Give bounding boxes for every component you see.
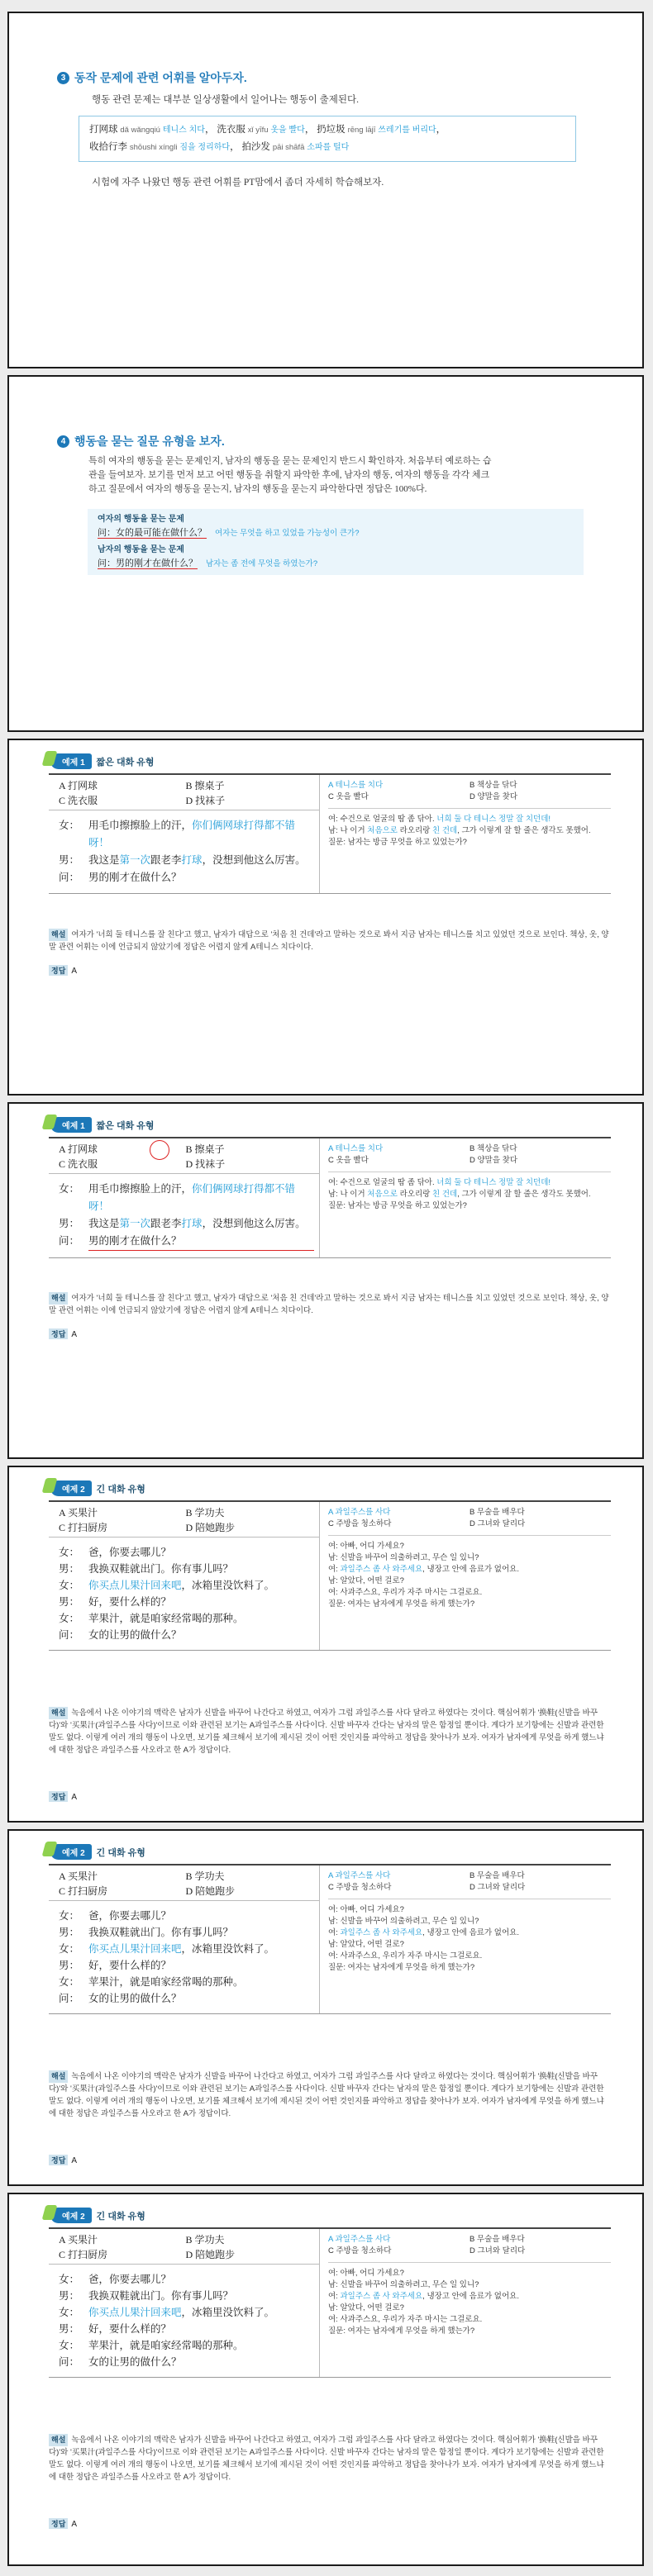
options xyxy=(49,1138,319,1174)
dialog xyxy=(49,810,319,893)
example-header xyxy=(50,753,155,769)
answer: 정답 A xyxy=(49,1328,77,1339)
dialog-line: 男： 我这是第一次跟老李打球，没想到他这么厉害。 xyxy=(59,854,306,866)
dialog-line: 问： 男的刚才在做什么？ xyxy=(59,872,182,883)
example-badge: 예제 2 xyxy=(50,2208,92,2223)
slide-question-types xyxy=(7,375,644,732)
translation-line: 남: 나 이거 처음으로 라오리랑 친 건데, 그가 이렇게 잘 할 줄은 생각도 못했어. xyxy=(328,826,591,835)
q1-hint: 여자는 무엇을 하고 있었을 가능성이 큰가? xyxy=(215,529,360,538)
option-b: B 擦桌子 xyxy=(185,780,225,791)
example-header xyxy=(50,1117,155,1133)
answer: 정답 A xyxy=(49,965,77,976)
dialog-line: 女： 用毛巾擦擦脸上的汗，你们俩网球打得都不错呀！ xyxy=(59,820,296,848)
vocab-zh: 收拾行李 xyxy=(89,142,127,152)
slide-example-2-copy: 예제 2 긴 대화 유형 A 买果汁 B 学功夫 C 打扫厨房 D 陪她跑步 女： 爸，你要去哪儿？ 男： 我换双鞋就出门。你有事儿吗？ 女： 你买点儿果汁回来吧，冰箱里没饮料了。 男： 好，要什么样的？ 女： 苹果汁，就是咱家经常喝的那种。 问： 女的让男的做什么？ A 과일주스를 사다 B 무술을 배우다 C 주방을 청소하다 D 그녀와 달리다 여: 아빠, 어디 가세요? 남: 신발을 바꾸어 의출하려고, 무슨 일 있니? 여: 과일주스 좀 사 와주세요, 냉장고 안에 음료가 없어요. 남: 알았다, 어떤 걸로? 여: 사과주스요, 우리가 자주 마시는 그걸로요. 질문: 여자는 남자에게 무엇을 하게 했는가? 해설 녹음에서 나온 이야기의 맥락은 남자가 신발을 바꾸어 나간다고 하였고, 여자가 그럼 과일주스를 사다 달라고 하였다는 것이다. 핵심어휘가 '换鞋(신발을 바꾸다)'와 '买果汁(과일주스를 사다)'이므로 이와 관련된 보기는 A과일주스를 사다이다. 신발 바꾸자 간다는 남자의 말은 함정일 뿐이다. 계다가 보기항에는 신발과 관련한 말도 없다. 이렇게 여러 개의 행동이 나오면, 보기를 체크해서 보기에 제시된 것이 어떤 것인지를 파악하고 정답을 찾아나가 보자. 여자가 남자에게 무엇을 하게 했느냐에 대한 정답은 과일주스를 사오라고 한 A가 정답이다. 정답 A xyxy=(7,1829,644,2186)
vocab-zh: 打网球 xyxy=(89,125,118,135)
option-c: C 洗衣服 xyxy=(59,1158,98,1170)
translation-line: 질문: 남자는 방금 무엇을 하고 있었는가? xyxy=(328,838,467,847)
options xyxy=(49,775,319,810)
example-body xyxy=(49,773,611,894)
example-badge: 예제 1 xyxy=(50,1117,92,1133)
vocab-kr: 테니스 치다 xyxy=(162,126,205,135)
translation xyxy=(328,814,611,848)
answer: 정답 A xyxy=(49,2155,77,2165)
slide-example-1-annotated xyxy=(7,1102,644,1459)
answer: 정답 A xyxy=(49,1791,77,1802)
example-body: A 买果汁 B 学功夫 C 打扫厨房 D 陪她跑步 女： 爸，你要去哪儿？ 男： 我换双鞋就出门。你有事儿吗？ 女： 你买点儿果汁回来吧，冰箱里没饮料了。 男： 好，要什么样的？ 女： 苹果汁，就是咱家经常喝的那种。 问： 女的让男的做什么？ A 과일주스를 사다 B 무술을 배우다 C 주방을 청소하다 D 그녀와 달리다 여: 아빠, 어디 가세요? 남: 신발을 바꾸어 의출하려고, 무슨 일 있니? 여: 과일주스 좀 사 와주세요, 냉장고 안에 음료가 없어요. 남: 알았다, 어떤 걸로? 여: 사과주스요, 우리가 자주 마시는 그걸로요. 질문: 여자는 남자에게 무엇을 하게 했는가? xyxy=(49,1500,611,1651)
paragraph-line: 하고 질문에서 여자의 행동을 묻는지, 남자의 행동을 묻는지 파악한다면 정답은 100%다. xyxy=(88,484,427,494)
example-left xyxy=(49,775,320,893)
example-title: 긴 대화 유형 xyxy=(96,1484,145,1495)
example-title: 긴 대화 유형 xyxy=(96,2211,145,2222)
explanation: 해설 여자가 '너희 둘 테니스를 잘 친다'고 했고, 남자가 대답으로 '처음 친 건데'라고 말하는 것으로 봐서 지금 남자는 테니스를 치고 있었던 것으로 보인다. 책상, 옷, 양말 관련 어휘는 이에 언급되지 않았기에 정답은 어렵지 않게 A테니스 치다이다. xyxy=(49,930,609,952)
q1-text: 问：女的最可能在做什么？ xyxy=(98,528,207,538)
question-type-box xyxy=(88,509,584,575)
option-d: D 找袜子 xyxy=(185,795,226,806)
annotation-circle xyxy=(150,1140,169,1160)
q2-label: 남자의 행동을 묻는 문제 xyxy=(98,545,184,554)
example-title: 짧은 대화 유형 xyxy=(96,757,155,768)
dialog: 女： 用毛巾擦擦脸上的汗，你们俩网球打得都不错呀！ 男： 我这是第一次跟老李打球，没想到他这么厉害。 问： 男的刚才在做什么？ xyxy=(49,1174,319,1257)
vocab-row-1: 打网球 dǎ wǎngqiú 테니스 치다， 洗衣服 xǐ yīfu 옷을 빨다， 扔垃圾 rēng lājī 쓰레기를 버리다， xyxy=(89,125,446,135)
options-translation: A 테니스를 치다 B 책상을 닦다 C 옷을 빨다 D 양말을 찾다 xyxy=(328,780,611,809)
example-body xyxy=(49,1137,611,1258)
explanation: 해설 여자가 '너희 둘 테니스를 잘 친다'고 했고, 남자가 대답으로 '처음 친 건데'라고 말하는 것으로 봐서 지금 남자는 테니스를 치고 있었던 것으로 보인다. 책상, 옷, 양말 관련 어휘는 이에 언급되지 않았기에 정답은 어렵지 않게 A테니스 치다이다. xyxy=(49,1294,609,1315)
answer: 정답 A xyxy=(49,2518,77,2529)
vocab-box xyxy=(79,116,576,162)
explanation: 해설 녹음에서 나온 이야기의 맥락은 남자가 신발을 바꾸어 나간다고 하였고, 여자가 그럼 과일주스를 사다 달라고 하였다는 것이다. 핵심어휘가 '换鞋(신발을 바꾸다)'와 '买果汁(과일주스를 사다)'이므로 이와 관련된 보기는 A과일주스를 사다이다. 신발 바꾸자 간다는 남자의 말은 함정일 뿐이다. 계다가 보기항에는 신발과 관련한 말도 없다. 이렇게 여러 개의 행동이 나오면, 보기를 체크해서 보기에 제시된 것이 어떤 것인지를 파악하고 정답을 찾아나가 보자. 여자가 남자에게 무엇을 하게 했느냐에 대한 정답은 과일주스를 사오라고 한 A가 정답이다. xyxy=(49,2436,604,2482)
section-number-badge: 4 xyxy=(57,435,69,448)
option-a: A 打网球 xyxy=(59,780,98,791)
example-badge: 예제 2 xyxy=(50,1844,92,1860)
option-b: B 擦桌子 xyxy=(185,1143,225,1155)
slide-vocab-tip xyxy=(7,12,644,368)
paragraph-line: 특히 여자의 행동을 묻는 문제인지, 남자의 행동을 묻는 문제인지 반드시 확인하자. 처음부터 예로하는 습 xyxy=(88,456,492,466)
explanation: 해설 녹음에서 나온 이야기의 맥락은 남자가 신발을 바꾸어 나간다고 하였고, 여자가 그럼 과일주스를 사다 달라고 하였다는 것이다. 핵심어휘가 '换鞋(신발을 바꾸다)'와 '买果汁(과일주스를 사다)'이므로 이와 관련된 보기는 A과일주스를 사다이다. 신발 바꾸자 간다는 남자의 말은 함정일 뿐이다. 계다가 보기항에는 신발과 관련한 말도 없다. 이렇게 여러 개의 행동이 나오면, 보기를 체크해서 보기에 제시된 것이 어떤 것인지를 파악하고 정답을 찾아나가 보자. 여자가 남자에게 무엇을 하게 했느냐에 대한 정답은 과일주스를 사오라고 한 A가 정답이다. xyxy=(49,2072,604,2118)
slide-example-2 xyxy=(7,1466,644,1823)
example-title: 긴 대화 유형 xyxy=(96,1847,145,1858)
vocab-kr: 옷을 빨다 xyxy=(270,126,305,135)
paragraph-line: 관을 들여보자. 보기를 먼저 보고 어떤 행동을 취할지 파악한 후에, 남자의 행동, 여자의 행동을 각각 체크 xyxy=(88,470,490,480)
explanation: 해설 녹음에서 나온 이야기의 맥락은 남자가 신발을 바꾸어 나간다고 하였고, 여자가 그럼 과일주스를 사다 달라고 하였다는 것이다. 핵심어휘가 '换鞋(신발을 바꾸다)'와 '买果汁(과일주스를 사다)'이므로 이와 관련된 보기는 A과일주스를 사다이다. 신발 바꾸자 간다는 남자의 말은 함정일 뿐이다. 계다가 보기항에는 신발과 관련한 말도 없다. 이렇게 여러 개의 행동이 나오면, 보기를 체크해서 보기에 제시된 것이 어떤 것인지를 파악하고 정답을 찾아나가 보자. 여자가 남자에게 무엇을 하게 했느냐에 대한 정답은 과일주스를 사오라고 한 A가 정답이다. xyxy=(49,1709,604,1755)
q1-label: 여자의 행동을 묻는 문제 xyxy=(98,515,184,524)
example-badge: 예제 2 xyxy=(50,1480,92,1496)
example-right xyxy=(320,775,611,893)
section-number-badge: 3 xyxy=(57,72,69,84)
vocab-row-2: 收拾行李 shōushi xíngli 짐을 정리하다， 拍沙发 pāi shāfā 소파를 털다 xyxy=(89,142,350,152)
vocab-kr: 쓰레기를 버리다 xyxy=(378,126,436,135)
translation-line: 여: 수건으로 얼굴의 땀 좀 닦아. 너희 둘 다 테니스 정말 잘 치던데! xyxy=(328,815,551,824)
vocab-zh: 扔垃圾 xyxy=(317,125,346,135)
slide-example-1 xyxy=(7,739,644,1096)
intro-text: 행동 관련 문제는 대부분 일상생활에서 일어나는 행동이 출제된다. xyxy=(92,95,359,105)
vocab-pinyin: rēng lājī xyxy=(347,126,376,135)
section-title-text: 행동을 묻는 질문 유형을 보자. xyxy=(74,435,225,448)
vocab-kr: 짐을 정리하다 xyxy=(179,143,231,152)
vocab-pinyin: dǎ wǎngqiú xyxy=(120,126,160,135)
section-title-text: 동작 문제에 관련 어휘를 알아두자. xyxy=(74,71,247,84)
vocab-pinyin: xǐ yīfu xyxy=(247,126,269,135)
example-left xyxy=(49,1138,320,1257)
section-title xyxy=(57,69,247,86)
vocab-pinyin: pāi shāfā xyxy=(272,143,305,152)
option-d: D 找袜子 xyxy=(185,1158,226,1170)
vocab-kr: 소파를 털다 xyxy=(307,143,350,152)
slide-example-2-copy-2: 예제 2 긴 대화 유형 A 买果汁 B 学功夫 C 打扫厨房 D 陪她跑步 女： 爸，你要去哪儿？ 男： 我换双鞋就出门。你有事儿吗？ 女： 你买点儿果汁回来吧，冰箱里没饮料了。 男： 好，要什么样的？ 女： 苹果汁，就是咱家经常喝的那种。 问： 女的让男的做什么？ A 과일주스를 사다 B 무술을 배우다 C 주방을 청소하다 D 그녀와 달리다 여: 아빠, 어디 가세요? 남: 신발을 바꾸어 의출하려고, 무슨 일 있니? 여: 과일주스 좀 사 와주세요, 냉장고 안에 음료가 없어요. 남: 알았다, 어떤 걸로? 여: 사과주스요, 우리가 자주 마시는 그걸로요. 질문: 여자는 남자에게 무엇을 하게 했는가? 해설 녹음에서 나온 이야기의 맥락은 남자가 신발을 바꾸어 나간다고 하였고, 여자가 그럼 과일주스를 사다 달라고 하였다는 것이다. 핵심어휘가 '换鞋(신발을 바꾸다)'와 '买果汁(과일주스를 사다)'이므로 이와 관련된 보기는 A과일주스를 사다이다. 신발 바꾸자 간다는 남자의 말은 함정일 뿐이다. 계다가 보기항에는 신발과 관련한 말도 없다. 이렇게 여러 개의 행동이 나오면, 보기를 체크해서 보기에 제시된 것이 어떤 것인지를 파악하고 정답을 찾아나가 보자. 여자가 남자에게 무엇을 하게 했느냐에 대한 정답은 과일주스를 사오라고 한 A가 정답이다. 정답 A xyxy=(7,2193,644,2566)
q2-hint: 남자는 좀 전에 무엇을 하였는가? xyxy=(206,559,318,568)
example-right: A 테니스를 치다 B 책상을 닦다 C 옷을 빨다 D 양말을 찾다 여: 수건으로 얼굴의 땀 좀 닦아. 너희 둘 다 테니스 정말 잘 치던데! 남: 나 이거 처음으로 라오리랑 친 건데, 그가 이렇게 잘 할 줄은 생각도 못했어. 질문: 남자는 방금 무엇을 하고 있었는가? xyxy=(320,1138,611,1257)
q2-text: 问：男的刚才在做什么？ xyxy=(98,558,198,568)
example-badge: 예제 1 xyxy=(50,753,92,769)
section-title xyxy=(57,433,225,449)
explanation-paragraph xyxy=(88,454,601,497)
vocab-zh: 洗衣服 xyxy=(217,125,245,135)
option-a: A 打网球 xyxy=(59,1143,98,1155)
example-title: 짧은 대화 유형 xyxy=(96,1120,155,1131)
outro-text: 시험에 자주 나왔던 행동 관련 어휘를 PT맘에서 좀더 자세히 학습해보자. xyxy=(92,178,384,188)
vocab-zh: 拍沙发 xyxy=(241,142,270,152)
option-c: C 洗衣服 xyxy=(59,795,98,806)
vocab-pinyin: shōushi xíngli xyxy=(129,143,178,152)
